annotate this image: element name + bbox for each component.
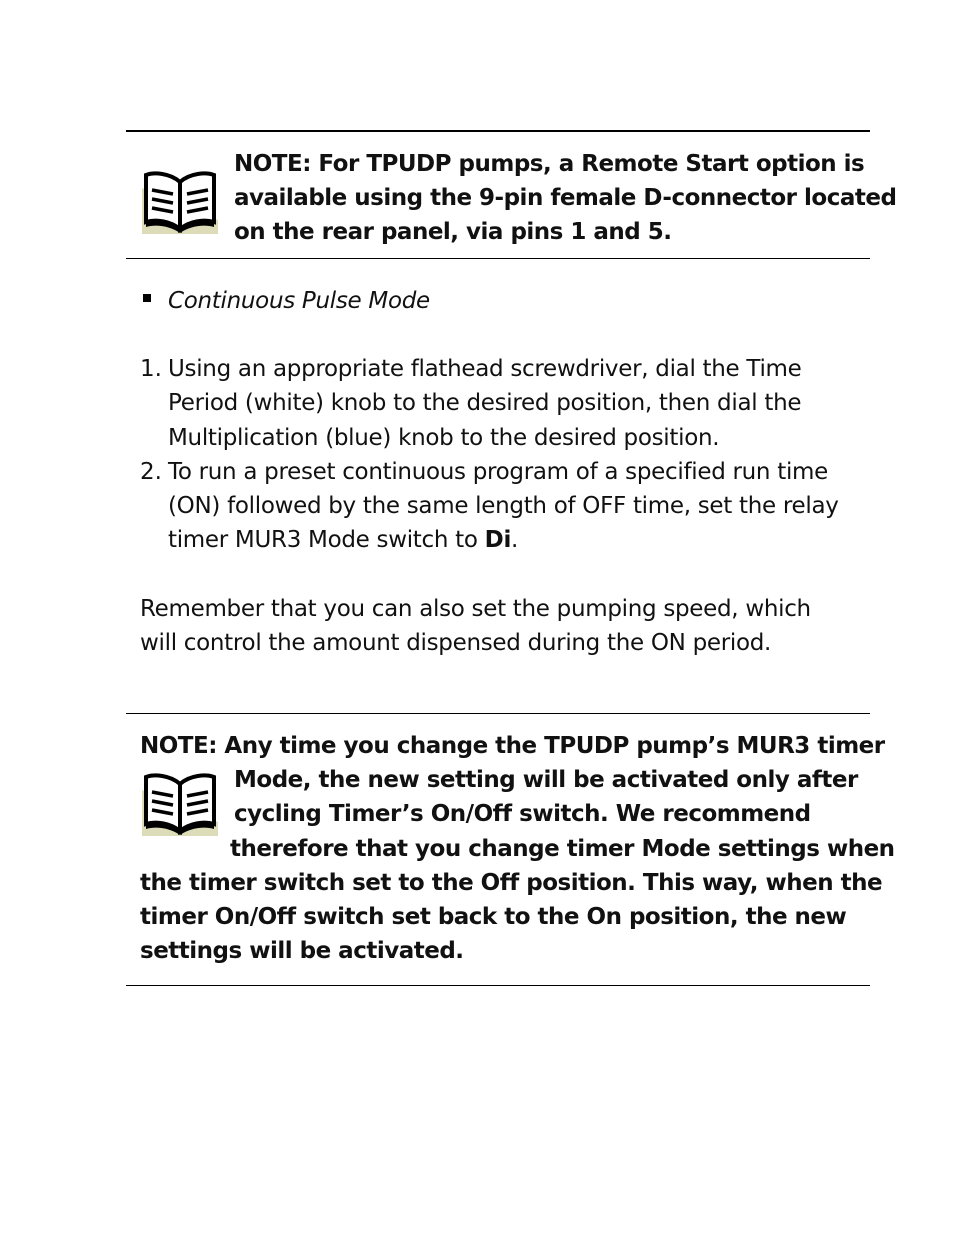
note-2-bottom-rule <box>126 985 870 986</box>
step-1-line-2: Period (white) knob to the desired position, then dial the <box>168 390 802 416</box>
remember-line-1: Remember that you can also set the pumping speed, which <box>140 596 811 622</box>
step-2-line-3-suffix: . <box>511 527 519 553</box>
note-2-line-7: settings will be activated. <box>140 938 464 964</box>
note-2-line-4: therefore that you change timer Mode settings when <box>230 836 895 862</box>
bullet-square-icon <box>143 294 151 302</box>
note-1-line-1: NOTE: For TPUDP pumps, a Remote Start option is <box>234 151 865 177</box>
note-1-bottom-rule <box>126 258 870 259</box>
step-2-line-2: (ON) followed by the same length of OFF time, set the relay <box>168 493 839 519</box>
note-2-line-3: cycling Timer’s On/Off switch. We recommend <box>234 801 811 827</box>
bullet-label: Continuous Pulse Mode <box>168 288 430 314</box>
step-2-number: 2. <box>140 459 162 485</box>
note-2-line-6: timer On/Off switch set back to the On position, the new <box>140 904 847 930</box>
remember-line-2: will control the amount dispensed during the ON period. <box>140 630 772 656</box>
note-2-top-rule <box>126 713 870 714</box>
step-1-number: 1. <box>140 356 162 382</box>
note-2-line-2: Mode, the new setting will be activated only after <box>234 767 858 793</box>
step-2-line-3-prefix: timer MUR3 Mode switch to <box>168 527 485 553</box>
note-1-line-3: on the rear panel, via pins 1 and 5. <box>234 219 672 245</box>
step-2-line-1: To run a preset continuous program of a specified run time <box>168 459 828 485</box>
step-1-line-1: Using an appropriate flathead screwdriver, dial the Time <box>168 356 802 382</box>
mode-di-text: Di <box>484 527 512 553</box>
book-icon <box>140 170 220 236</box>
step-1-line-3: Multiplication (blue) knob to the desired position. <box>168 425 720 451</box>
step-2-line-3 <box>168 523 518 558</box>
top-rule <box>126 130 870 132</box>
book-icon <box>140 772 220 838</box>
note-2-line-5: the timer switch set to the Off position. This way, when the <box>140 870 883 896</box>
note-1-line-2: available using the 9-pin female D-connector located <box>234 185 897 211</box>
note-2-line-1: NOTE: Any time you change the TPUDP pump’s MUR3 timer <box>140 733 885 759</box>
